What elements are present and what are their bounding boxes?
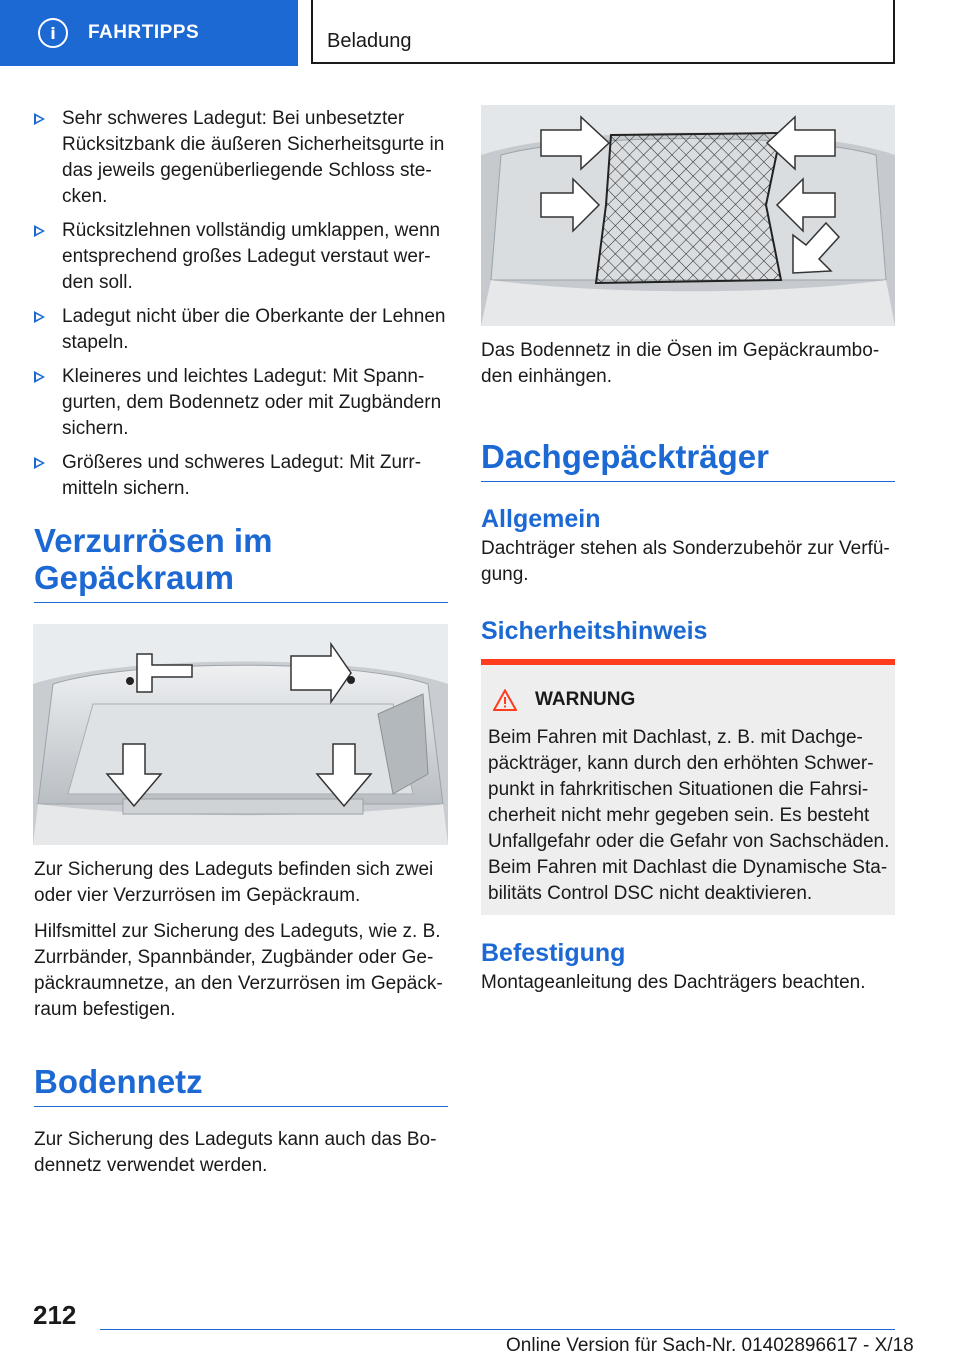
floor-net-paragraph: Zur Sicherung des Ladeguts kann auch das Bodennetz verwendet werden.: [34, 1129, 437, 1176]
info-icon: i: [38, 18, 68, 48]
bullet-triangle-icon: [34, 113, 45, 125]
mounting-paragraph: Montageanleitung des Dachträgers beachten.: [481, 972, 866, 993]
section-heading-floor-net: Bodennetz: [34, 1063, 203, 1100]
list-item: Sehr schweres Ladegut: Bei unbesetzter Rücksitzbank die äußeren Sicherheitsgurte in das jeweils gegenüberliegende Schloss stecken.: [34, 106, 448, 210]
section-tab[interactable]: [0, 0, 298, 66]
chapter-header: [311, 0, 895, 64]
online-version-link[interactable]: Online Version für Sach-Nr. 01402896617 - X/18: [506, 1335, 914, 1356]
warning-text: Beim Fahren mit Dachlast, z. B. mit Dachgepäckträger, kann durch den erhöhten Schwerpunkt in fahrkritischen Situationen die Fahrsicherheit nicht mehr gegeben sein. Es besteht Unfallgefahr oder die Gefahr von Sachschäden. Beim Fahren mit Dachlast die Dynamische Stabilitäts Control DSC nicht deaktivieren.: [488, 727, 890, 904]
section-heading-tie-downs: Verzurrösen im Gepäckraum: [34, 522, 273, 596]
list-item: Ladegut nicht über die Oberkante der Lehnen stapeln.: [34, 304, 448, 356]
heading-rule: [481, 481, 895, 482]
trunk-floor-net-image: [481, 105, 895, 326]
trunk-tie-down-image: [33, 624, 448, 845]
bullet-triangle-icon: [34, 311, 45, 323]
subheading-general: Allgemein: [481, 505, 601, 533]
bullet-triangle-icon: [34, 371, 45, 383]
bullet-triangle-icon: [34, 225, 45, 237]
general-paragraph: Dachträger stehen als Sonderzubehör zur Verfügung.: [481, 538, 890, 585]
bullet-triangle-icon: [34, 457, 45, 469]
footer-rule: [100, 1329, 895, 1330]
page-number: 212: [33, 1300, 77, 1330]
list-item: Rücksitzlehnen vollständig umklappen, wenn entsprechend großes Ladegut verstaut werden soll.: [34, 218, 448, 296]
list-item: Größeres und schweres Ladegut: Mit Zurrmitteln sichern.: [34, 450, 448, 502]
bullet-list: [34, 106, 448, 502]
list-item: Kleineres und leichtes Ladegut: Mit Spanngurten, dem Bodennetz oder mit Zugbändern sichern.: [34, 364, 448, 442]
section-label: FAHRTIPPS: [88, 22, 200, 43]
chapter-title: Beladung: [327, 30, 412, 52]
subheading-safety: Sicherheitshinweis: [481, 617, 708, 645]
section-heading-roof-rack: Dachgepäckträger: [481, 438, 769, 475]
image-caption: Das Bodennetz in die Ösen im Gepäckraumboden einhängen.: [481, 340, 880, 387]
heading-rule: [34, 602, 448, 603]
heading-rule: [34, 1106, 448, 1107]
warning-triangle-icon: [493, 689, 517, 711]
warning-box: [481, 659, 895, 915]
warning-header: [493, 689, 635, 711]
subheading-mounting: Befestigung: [481, 939, 626, 967]
tie-down-paragraph-1: Zur Sicherung des Ladeguts befinden sich zwei oder vier Verzurrösen im Gepäckraum.: [34, 859, 434, 906]
tie-down-paragraph-2: Hilfsmittel zur Sicherung des Ladeguts, wie z. B. Zurrbänder, Spannbänder, Zugbänder oder Gepäckraumnetze, an den Verzurrösen im Gepäckraum befestigen.: [34, 921, 443, 1020]
left-column: [34, 106, 448, 510]
warning-label: WARNUNG: [535, 689, 636, 710]
